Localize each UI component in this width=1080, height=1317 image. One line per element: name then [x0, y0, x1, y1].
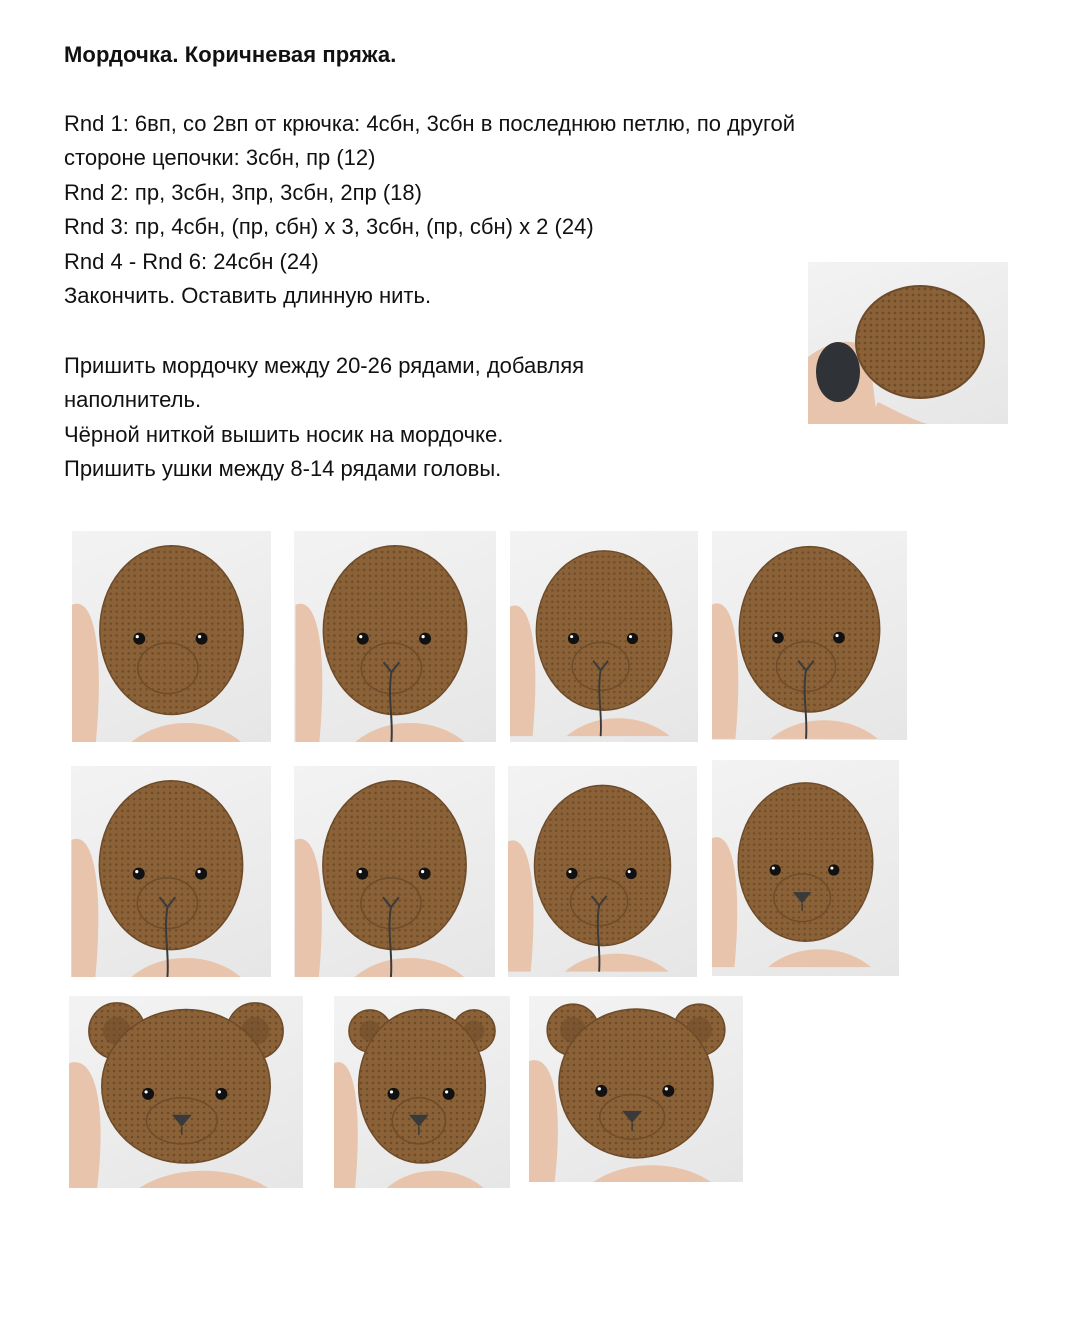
muzzle-illustration: [808, 262, 1008, 424]
instruction-line: Rnd 3: пр, 4сбн, (пр, сбн) х 3, 3сбн, (пр, сбн) х 2 (24): [64, 214, 594, 240]
bear-head-illustration: [294, 531, 496, 742]
step-photo-8: [712, 760, 899, 976]
step-photo-11: [529, 996, 743, 1182]
bear-head-ears-illustration: [334, 996, 510, 1188]
bear-head-ears-illustration: [529, 996, 743, 1182]
instruction-line: Пришить мордочку между 20-26 рядами, добавляя: [64, 353, 585, 378]
step-photo-4: [712, 531, 907, 740]
muzzle-photo: [808, 262, 1008, 424]
bear-head-illustration: [508, 766, 697, 977]
bear-head-illustration: [71, 766, 271, 977]
instruction-line: Rnd 2: пр, 3сбн, 3пр, 3сбн, 2пр (18): [64, 179, 422, 205]
step-photo-9: [69, 996, 303, 1188]
bear-head-illustration: [294, 766, 495, 977]
step-photo-5: [71, 766, 271, 977]
instruction-line: наполнитель.: [64, 387, 202, 413]
bear-head-illustration: [72, 531, 271, 742]
instruction-line: Пришить ушки между 8-14 рядами головы.: [64, 456, 502, 482]
instruction-line: стороне цепочки: 3сбн, пр (12): [64, 145, 376, 171]
assembly-instructions: [64, 349, 584, 487]
step-photo-7: [508, 766, 697, 977]
step-photo-1: [72, 531, 271, 742]
step-photo-10: [334, 996, 510, 1188]
bear-head-illustration: [510, 531, 698, 742]
step-photo-2: [294, 531, 496, 742]
instruction-line: Rnd 4 - Rnd 6: 24сбн (24): [64, 248, 319, 274]
round-instructions: [64, 107, 795, 313]
step-photo-6: [294, 766, 495, 977]
step-photo-3: [510, 531, 698, 742]
instruction-line: Закончить. Оставить длинную нить.: [64, 283, 432, 309]
section-title: Мордочка. Коричневая пряжа.: [64, 42, 397, 67]
bear-head-illustration: [712, 760, 899, 976]
bear-head-ears-illustration: [69, 996, 303, 1188]
instruction-line: Чёрной ниткой вышить носик на мордочке.: [64, 421, 504, 447]
bear-head-illustration: [712, 531, 907, 740]
instruction-line: Rnd 1: 6вп, со 2вп от крючка: 4сбн, 3сбн в последнюю петлю, по другой: [64, 111, 796, 136]
